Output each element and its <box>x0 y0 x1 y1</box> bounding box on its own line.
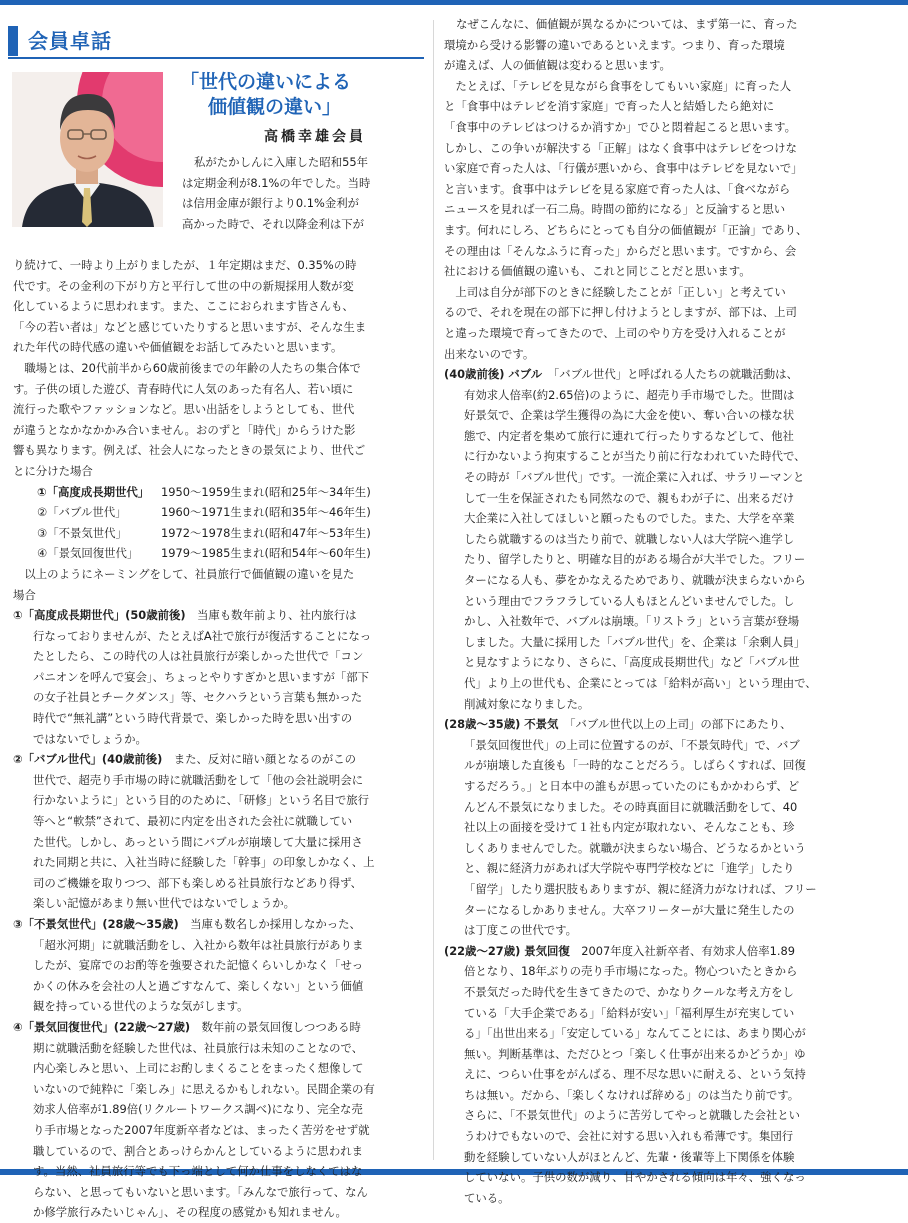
text-line: 時代で“無礼講”という時代背景で、楽しかった時を思い出すの <box>33 711 353 726</box>
text-line: が違えば、人の価値観は変わると思います。 <box>444 58 671 73</box>
text-line: 楽しい記憶があまり無い世代ではないでしょうか。 <box>33 896 295 911</box>
article-title <box>180 70 420 120</box>
text-line: しくありませんでした。就職が決まらない場合、どうなるかという <box>464 840 806 855</box>
generation-name: ②「バブル世代」 <box>37 505 127 520</box>
text-line: 代」より上の世代も、企業にとっては「給料が高い」という理由で、 <box>464 676 817 690</box>
author-name: 高橋幸雄会員 <box>264 129 366 145</box>
article-title-line1: 「世代の違いによる <box>180 71 352 93</box>
text-line: 高かった時で、それ以降金利は下が <box>182 216 365 231</box>
text-line: ターになるしかありません。大卒フリーターが大量に発生したの <box>464 902 795 917</box>
generation-years: 1950～1959生まれ(昭和25年～34年生) <box>161 484 371 499</box>
text-line: 2007年度入社新卒者、有効求人倍率1.89 <box>569 943 796 958</box>
text-line: ではないでしょうか。 <box>33 731 147 746</box>
text-line: の女子社員とチークダンス」等、セクハラという言葉も無かった <box>33 690 363 705</box>
text-line: パニオンを呼んで宴会」、ちょっとやりすぎかと思いますが「部下 <box>33 669 370 684</box>
text-line: して一生を保証されたも同然なので、親もわが子に、出来るだけ <box>464 490 795 505</box>
text-line: らない、と思ってもいないと思います。「みんなで旅行って、なん <box>33 1184 368 1199</box>
text-line: た世代。しかし、あっという間にバブルが崩壊して大量に採用さ <box>33 834 363 849</box>
text-line: 社における価値観の違いも、これと同じことだと思います。 <box>444 264 751 279</box>
generation-row <box>13 502 423 523</box>
text-line: したら就職するのは当たり前で、就職しない人は大学院へ進学し <box>464 531 795 546</box>
bubble-heading: (40歳前後) バブル <box>444 367 543 382</box>
section-header <box>8 26 424 56</box>
recovery-heading: (22歳～27歳) 景気回復 <box>444 943 570 958</box>
text-line: と、親に経済力があれば大学院や専門学校などに「進学」したり <box>464 861 795 876</box>
generation-years: 1960～1971生まれ(昭和35年～46年生) <box>161 505 371 520</box>
recovery-first-line <box>444 941 834 962</box>
text-line: に行かないよう拘束することが当たり前に行なわれていた時代で、 <box>464 449 806 464</box>
generation-years: 1972～1978生まれ(昭和47年～53年生) <box>161 525 371 540</box>
section-2-heading: ②「バブル世代」(40歳前後) <box>13 752 163 767</box>
text-line: ます。何れにしろ、どちらにとっても自分の価値観が「正論」であり、 <box>444 222 808 237</box>
text-line: 大企業に入社してほしいと願ったものでした。また、大学を卒業 <box>464 511 795 526</box>
text-line: 「バブル世代以上の上司」の部下にあたり、 <box>558 717 792 732</box>
generation-row <box>13 482 423 503</box>
text-line: 「バブル世代」と呼ばれる人たちの就職活動は、 <box>542 367 798 382</box>
text-line: ちは無い。だから、「楽しくなければ辞める」のは当たり前です。 <box>464 1087 800 1102</box>
generation-years: 1979～1985生まれ(昭和54年～60年生) <box>161 546 371 561</box>
text-line: 行なっておりませんが、たとえばA社で旅行が復活することになっ <box>33 628 372 643</box>
text-line: という理由でフラフラしている人もほとんどいませんでした。し <box>464 593 795 608</box>
text-line: したが、宴席でのお酌等を強要された記憶くらいしかなく「せっ <box>33 958 364 973</box>
recession-first-line <box>444 714 834 735</box>
text-line: ニュースを見れば一石二鳥。時間の節約になる」と反論すると思い <box>444 202 786 217</box>
text-line: えに、つらい仕事をがんばる、理不尽な思いに耐える、という気持 <box>464 1067 806 1082</box>
text-line: 職場とは、20代前半から60歳前後までの年齢の人たちの集合体で <box>13 360 361 375</box>
generation-row <box>13 523 423 544</box>
text-line: ている。 <box>464 1190 510 1205</box>
text-line: んどん不景気になりました。その時真面目に就職活動をして、40 <box>464 799 798 814</box>
text-line: 出来ないのです。 <box>444 346 535 361</box>
text-line: また、反対に暗い顔となるのがこの <box>162 752 357 767</box>
text-line: は丁度この世代です。 <box>464 923 577 938</box>
text-line: たとえば、「テレビを見ながら食事をしてもいい家庭」に育った人 <box>444 78 792 93</box>
intro-paragraph <box>182 152 418 234</box>
header-marker-icon <box>8 26 18 56</box>
generation-name: ③「不景気世代」 <box>37 525 127 540</box>
text-line: うわけでもないので、会社に対する思い入れも希薄です。集団行 <box>464 1129 794 1144</box>
text-line: 流行った歌やファッションなど。思い出話をしようとしても、世代 <box>13 402 355 417</box>
text-line: 私がたかしんに入庫した昭和55年 <box>194 155 368 169</box>
text-line: は定期金利が8.1%の年でした。当時 <box>182 175 371 190</box>
text-line: 「超氷河期」に就職活動をし、入社から数年は社員旅行がありま <box>33 937 364 952</box>
text-line: たり、留学したりと、明確な目的がある場合が大半でした。フリー <box>464 552 806 567</box>
text-line: と「食事中はテレビを消す家庭」で育った人と結婚したら絶対に <box>444 99 775 114</box>
recession-heading: (28歳～35歳) 不景気 <box>444 717 559 732</box>
text-line: さらに、「不景気世代」のように苦労してやっと就職した会社とい <box>464 1108 801 1123</box>
text-line: 代です。その金利の下がり方と平行して世の中の新規採用人数が変 <box>13 278 354 293</box>
section-1-heading: ①「高度成長期世代」(50歳前後) <box>13 608 186 623</box>
text-line: 世代で、超売り手市場の時に就職活動をして「他の会社説明会に <box>33 772 364 787</box>
text-line: 当庫も数名しか採用しなかった、 <box>178 917 361 931</box>
text-line: 有効求人倍率(約2.65倍)のように、超売り手市場でした。世間は <box>464 387 795 402</box>
text-line: 響も異なります。例えば、社会人になったときの景気により、世代ご <box>13 443 366 458</box>
section-3-first-line <box>13 914 423 935</box>
text-line: なぜこんなに、価値観が異なるかについては、まず第一に、育った <box>456 17 798 31</box>
text-line: が違うとなかなかかみ合いません。おのずと「時代」からうけた影 <box>13 422 356 437</box>
text-line: 観を持っている世代のような気がします。 <box>33 999 249 1014</box>
text-line: り手市場となった2007年度新卒者などは、まったく苦労をせず就 <box>33 1122 370 1137</box>
text-line: 動を経験していない人がほとんど、先輩・後輩等上下関係を体験 <box>464 1149 795 1164</box>
text-line: するだろう。」と日本中の誰もが思っていたのにもかかわらず、ど <box>464 778 800 793</box>
text-line: ターになる人も、夢をかなえるためであり、就職が決まらないから <box>464 573 806 588</box>
right-column-body <box>444 14 834 1208</box>
header-rule <box>8 57 424 59</box>
text-line: しました。大量に採用した「バブル世代」を、企業は「余剰人員」 <box>464 634 806 649</box>
text-line: と言います。食事中はテレビを見る家庭で育った人は、「食べながら <box>444 181 791 196</box>
text-line: 無い。判断基準は、ただひとつ「楽しく仕事が出来るかどうか」ゆ <box>464 1046 806 1061</box>
text-line: 環境から受ける影響の違いであるといえます。つまり、育った環境 <box>444 37 785 52</box>
section-3-heading: ③「不景気世代」(28歳～35歳) <box>13 917 179 931</box>
text-line: その理由は「そんなふうに育った」からだと思います。ですから、会 <box>444 243 797 258</box>
text-line: 等へと“軟禁”されて、最初に内定を出された会社に就職してい <box>33 814 353 829</box>
text-line: 「留学」したり選択肢もありますが、親に経済力がなければ、フリー <box>464 881 817 896</box>
section-2-first-line <box>13 749 423 770</box>
text-line: 不景気だった時代を生きてきたので、かなりクールな考え方をし <box>464 984 794 999</box>
text-line: い家庭で育った人は、「行儀が悪いから、食事中はテレビを見ないで」 <box>444 161 803 176</box>
text-line: いないので純粋に「楽しみ」に思えるかもしれない。民間企業の有 <box>33 1081 375 1096</box>
text-line: 好景気で、企業は学生獲得の為に大金を使い、奪い合いの様な状 <box>464 408 795 423</box>
text-line: していない。子供の数が減り、甘やかされる傾向は年々、強くなっ <box>464 1170 806 1185</box>
text-line: 場合 <box>13 587 36 602</box>
text-line: は信用金庫が銀行より0.1%金利が <box>182 196 360 211</box>
article-title-line2: 価値観の違い」 <box>208 96 342 118</box>
text-line: るので、それを現在の部下に押し付けようとしますが、部下は、上司 <box>444 305 797 320</box>
generation-name: ④「景気回復世代」 <box>37 546 139 561</box>
text-line: かし、入社数年で、バブルは崩壊。「リストラ」という言葉が登場 <box>464 614 800 629</box>
text-line: 「景気回復世代」の上司に位置するのが、「不景気時代」で、バブ <box>464 737 800 752</box>
text-line: その時が「バブル世代」です。一流企業に入れば、サラリーマンと <box>464 470 805 485</box>
text-line: す。当然、社員旅行等でも下っ端として何か仕事をしなくてはな <box>33 1164 363 1179</box>
text-line: と違った環境で育ってきたので、上司のやり方を受け入れることが <box>444 325 786 340</box>
text-line: 内心楽しみと思い、上司にお酌しまくることをまったく想像して <box>33 1061 364 1076</box>
text-line: たとしたら、この時代の人は社員旅行が楽しかった世代で「コン <box>33 649 364 664</box>
text-line: 行かないように」という目的のために、「研修」という名目で旅行 <box>33 793 370 808</box>
text-line: 「今の若い者は」などと感じていたりすると思いますが、そんな生ま <box>13 319 367 334</box>
speaker-portrait-photo <box>12 72 163 227</box>
text-line: れた同期と共に、入社当時に経験した「幹事」の印象しかなく、上 <box>33 855 375 870</box>
bubble-first-line <box>444 364 834 385</box>
text-line: 削減対象になりました。 <box>464 696 590 711</box>
text-line: ている「大手企業である」「給料が安い」「福利厚生が充実してい <box>464 1005 795 1020</box>
text-line: 当庫も数年前より、社内旅行は <box>185 608 357 623</box>
generation-name: ①「高度成長期世代」 <box>37 484 150 499</box>
generation-row <box>13 543 423 564</box>
text-line: ルが崩壊した直後も「一時的なことだろう。しばらくすれば、回復 <box>464 758 806 773</box>
section-title: 会員卓話 <box>28 29 112 53</box>
text-line: 上司は自分が部下のときに経験したことが「正しい」と考えてい <box>444 284 786 299</box>
text-line: 数年前の景気回復しつつある時 <box>190 1019 361 1034</box>
text-line: かくの休みを会社の人と過ごすなんて、楽しくない」という価値 <box>33 978 364 993</box>
text-line: 態で、内定者を集めて旅行に連れて行ったりするなどして、他社 <box>464 428 794 443</box>
text-line: す。子供の頃した遊び、青春時代に人気のあった有名人、若い頃に <box>13 381 354 396</box>
section-4-heading: ④「景気回復世代」(22歳～27歳) <box>13 1019 191 1034</box>
portrait-icon <box>12 72 163 227</box>
text-line: 効求人倍率が1.89倍(リクルートワークス調べ)になり、完全な売 <box>33 1102 363 1117</box>
text-line: しかし、この争いが解決する「正解」はなく食事中はテレビをつけな <box>444 140 797 155</box>
text-line: 化しているように思われます。また、ここにおられます皆さんも、 <box>13 299 354 314</box>
section-4-first-line <box>13 1017 423 1038</box>
text-line: 職しているので、割合とあっけらかんとしているように思われま <box>33 1143 363 1158</box>
text-line: とに分けた場合 <box>13 463 93 478</box>
column-divider <box>433 20 434 1160</box>
text-line: れた年代の時代感の違いや価値観をお話してみたいと思います。 <box>13 340 343 355</box>
text-line: 期に就職活動を経験した世代は、社員旅行は未知のことなので、 <box>33 1040 364 1055</box>
left-column-body <box>13 255 423 1223</box>
text-line: 司のご機嫌を取りつつ、部下も楽しめる社員旅行などあり得ず、 <box>33 875 362 890</box>
top-border <box>0 0 908 5</box>
text-line: 以上のようにネーミングをして、社員旅行で価値観の違いを見た <box>13 566 355 581</box>
text-line: と見なすようになり、さらに、「高度成長期世代」など「バブル世 <box>464 655 800 670</box>
text-line: る」「出世出来る」「安定している」なんてことには、あまり関心が <box>464 1026 806 1041</box>
text-line: 倍となり、18年ぶりの売り手市場になった。物心ついたときから <box>464 964 798 979</box>
text-line: か修学旅行みたいじゃん」、その程度の感覚かも知れません。 <box>33 1205 347 1220</box>
text-line: 「食事中のテレビはつけるか消すか」でひと悶着起こると思います。 <box>444 119 796 134</box>
section-1-first-line <box>13 605 423 626</box>
text-line: り続けて、一時より上がりましたが、１年定期はまだ、0.35%の時 <box>13 258 357 272</box>
text-line: 社以上の面接を受けて１社も内定が取れない、そんなことも、珍 <box>464 820 795 835</box>
